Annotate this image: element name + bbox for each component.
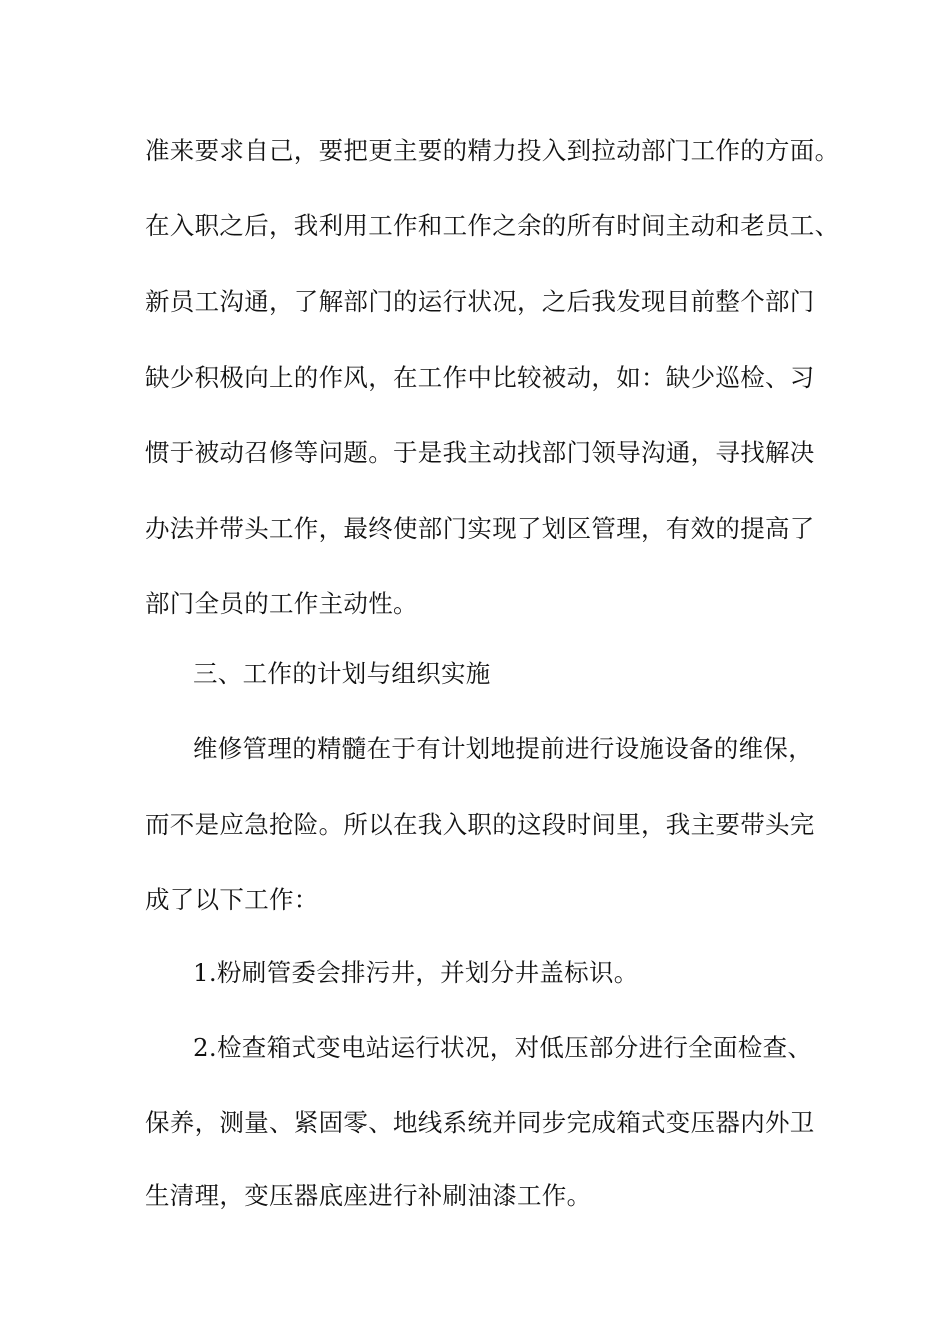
paragraph-line: 而不是应急抢险。所以在我入职的这段时间里，我主要带头完 — [145, 810, 815, 839]
paragraph-line: 在入职之后，我利用工作和工作之余的所有时间主动和老员工、 — [145, 211, 840, 240]
paragraph-line: 办法并带头工作，最终使部门实现了划区管理，有效的提高了 — [145, 514, 815, 543]
section-heading: 三、工作的计划与组织实施 — [193, 659, 491, 688]
paragraph-line: 准来要求自己，要把更主要的精力投入到拉动部门工作的方面。 — [145, 136, 840, 165]
paragraph-line: 成了以下工作： — [145, 885, 319, 914]
paragraph-line: 新员工沟通，了解部门的运行状况，之后我发现目前整个部门 — [145, 287, 815, 316]
paragraph-line: 保养，测量、紧固零、地线系统并同步完成箱式变压器内外卫 — [145, 1108, 815, 1137]
list-item: 2.检查箱式变电站运行状况，对低压部分进行全面检查、 — [193, 1033, 813, 1062]
paragraph-line: 惯于被动召修等问题。于是我主动找部门领导沟通，寻找解决 — [145, 438, 815, 467]
paragraph-line: 缺少积极向上的作风，在工作中比较被动，如：缺少巡检、习 — [145, 363, 815, 392]
list-item: 1.粉刷管委会排污井，并划分井盖标识。 — [193, 958, 639, 987]
paragraph-line: 维修管理的精髓在于有计划地提前进行设施设备的维保， — [193, 734, 813, 763]
paragraph-line: 部门全员的工作主动性。 — [145, 589, 418, 618]
paragraph-line: 生清理，变压器底座进行补刷油漆工作。 — [145, 1181, 592, 1210]
